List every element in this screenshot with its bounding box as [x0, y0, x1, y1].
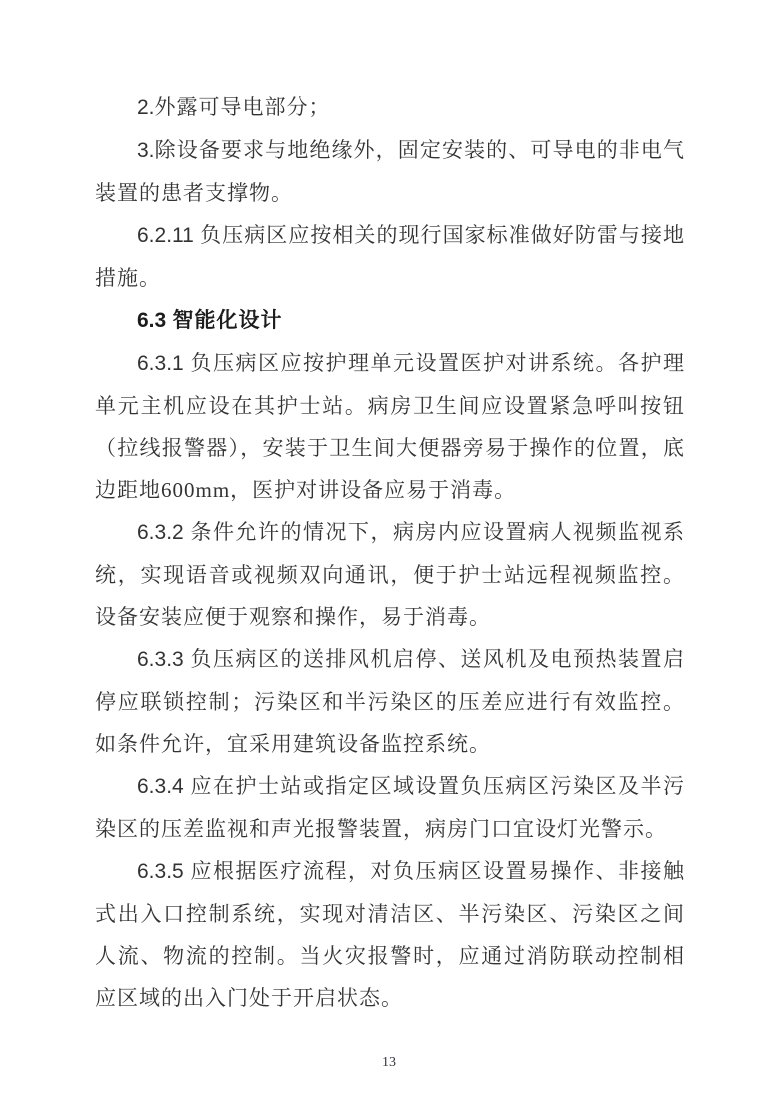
clause-text: 负压病区应按护理单元设置医护对讲系统。各护理单元主机应设在其护士站。病房卫生间应设置紧急呼叫按钮（拉线报警器），安装于卫生间大便器旁易于操作的位置，底边距地600mm，医护对讲设备应易于消毒。: [95, 351, 685, 502]
clause-number: 6.3: [137, 309, 167, 332]
paragraph: [95, 511, 685, 638]
clause-text: 负压病区应按相关的现行国家标准做好防雷与接地措施。: [95, 223, 685, 290]
section-heading: [95, 299, 685, 342]
clause-number: 3.: [137, 139, 155, 162]
clause-number: 6.3.2: [137, 521, 184, 544]
clause-text: 智能化设计: [166, 308, 283, 332]
document-body: [95, 86, 685, 1019]
paragraph: [95, 765, 685, 850]
clause-number: 6.2.11: [137, 224, 194, 247]
clause-text: 负压病区的送排风机启停、送风机及电预热装置启停应联锁控制；污染区和半污染区的压差应进行有效监控。如条件允许，宜采用建筑设备监控系统。: [95, 647, 685, 756]
paragraph: [95, 214, 685, 299]
clause-text: 应根据医疗流程，对负压病区设置易操作、非接触式出入口控制系统，实现对清洁区、半污染区、污染区之间人流、物流的控制。当火灾报警时，应通过消防联动控制相应区域的出入门处于开启状态。: [95, 859, 685, 1010]
clause-text: 应在护士站或指定区域设置负压病区污染区及半污染区的压差监视和声光报警装置，病房门口宜设灯光警示。: [95, 774, 685, 841]
clause-number: 6.3.3: [137, 648, 184, 671]
paragraph: [95, 638, 685, 765]
clause-number: 6.3.5: [137, 860, 184, 883]
paragraph: [95, 129, 685, 214]
clause-number: 6.3.1: [137, 352, 184, 375]
clause-text: 外露可导电部分；: [154, 95, 331, 119]
paragraph: [95, 850, 685, 1019]
paragraph: [95, 342, 685, 511]
paragraph: [95, 86, 685, 129]
clause-text: 条件允许的情况下，病房内应设置病人视频监视系统，实现语音或视频双向通讯，便于护士站远程视频监控。设备安装应便于观察和操作，易于消毒。: [95, 520, 685, 629]
clause-text: 除设备要求与地绝缘外，固定安装的、可导电的非电气装置的患者支撑物。: [95, 138, 685, 205]
clause-number: 6.3.4: [137, 775, 184, 798]
page-number: 13: [382, 1055, 396, 1070]
clause-number: 2.: [137, 96, 155, 119]
